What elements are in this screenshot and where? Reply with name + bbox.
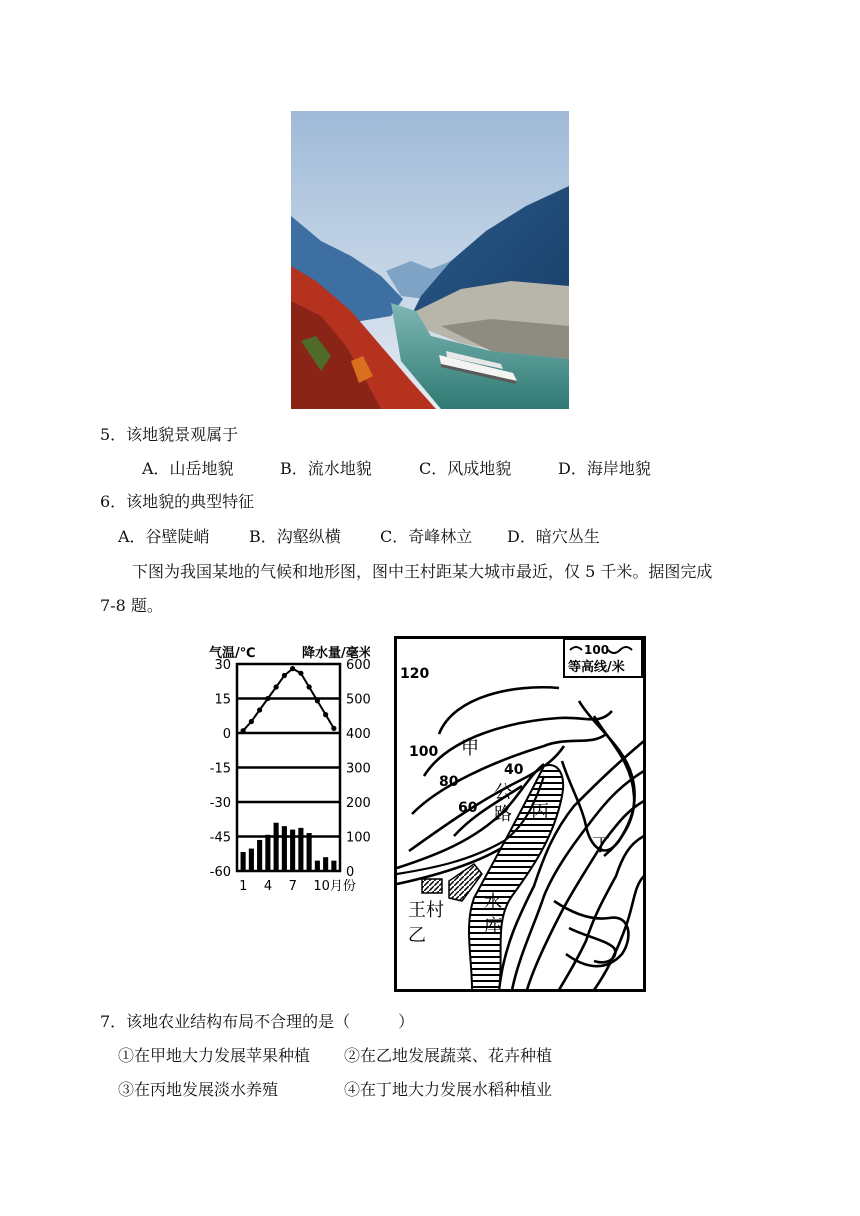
precip-tick-label: 0 <box>346 865 355 880</box>
question-5-option-d: D．海岸地貌 <box>558 459 651 478</box>
precip-tick-label: 600 <box>346 658 370 673</box>
question-7-choice-1: ①在甲地大力发展苹果种植 <box>118 1046 311 1065</box>
temp-tick-label: -45 <box>209 830 231 846</box>
legend-label: 等高线/米 <box>568 660 625 675</box>
temp-point <box>241 728 246 733</box>
question-7-choice-3: ③在丙地发展淡水养殖 <box>118 1080 279 1099</box>
precip-bar <box>307 833 312 871</box>
precip-bar <box>241 852 246 871</box>
intro-line-2: 7-8 题。 <box>100 596 163 615</box>
question-6-option-b: B．沟壑纵横 <box>249 527 341 546</box>
label-yi: 乙 <box>408 925 426 946</box>
precip-bars <box>241 823 337 871</box>
precip-tick-label: 400 <box>346 727 370 742</box>
month-tick-label: 1 <box>239 879 248 894</box>
map-legend <box>564 639 642 677</box>
reservoir-label-2: 库 <box>484 916 502 937</box>
precip-bar <box>282 826 287 871</box>
precip-bar <box>315 861 320 871</box>
temp-point <box>307 684 312 689</box>
question-6-option-c: C．奇峰林立 <box>380 527 473 546</box>
village-patch <box>422 879 442 893</box>
temp-point <box>315 698 320 703</box>
precip-bar <box>323 857 328 871</box>
temp-tick-label: -15 <box>209 761 231 777</box>
contour-label-120: 120 <box>400 666 430 682</box>
label-village: 王村 <box>408 900 444 921</box>
contour-map <box>394 636 646 992</box>
contour-label-40: 40 <box>504 762 524 778</box>
legend-value: 100 <box>584 643 610 657</box>
precip-bar <box>274 823 279 871</box>
temp-axis-label: 气温/℃ <box>209 646 256 661</box>
month-tick-label: 4 <box>263 879 273 894</box>
precip-bar <box>249 849 254 871</box>
question-7-choice-4: ④在丁地大力发展水稻种植业 <box>344 1080 553 1099</box>
question-6-option-d: D．暗穴丛生 <box>507 527 600 546</box>
precip-bar <box>265 835 270 871</box>
gorge-photo <box>291 111 569 409</box>
temp-point <box>265 696 270 701</box>
gorge-photo-image <box>291 111 569 409</box>
temp-point <box>249 719 254 724</box>
temp-point <box>323 712 328 717</box>
intro-line-1: 下图为我国某地的气候和地形图，图中王村距某大城市最近，仅 5 千米。据图完成 <box>132 562 713 581</box>
question-5-stem: 5．该地貌景观属于 <box>100 425 239 444</box>
precip-ticks <box>346 658 370 880</box>
question-5-option-a: A．山岳地貌 <box>142 459 234 478</box>
climate-chart-svg <box>200 636 370 898</box>
question-5-option-b: B．流水地貌 <box>280 459 372 478</box>
temp-tick-label: -30 <box>209 796 231 811</box>
temp-point <box>331 726 336 731</box>
precip-tick-label: 200 <box>346 796 370 811</box>
contour-label-80: 80 <box>439 774 459 790</box>
precip-axis-label: 降水量/毫米 <box>302 646 370 661</box>
label-ding: 丁 <box>592 835 610 856</box>
contour-label-100: 100 <box>409 744 439 760</box>
temp-tick-label: 30 <box>214 658 231 673</box>
question-6-stem: 6．该地貌的典型特征 <box>100 492 255 511</box>
road-label-2: 路 <box>494 804 512 825</box>
precip-tick-label: 100 <box>346 830 370 846</box>
temp-ticks <box>210 658 231 880</box>
precip-bar <box>331 861 336 871</box>
temp-point <box>290 666 295 671</box>
precip-bar <box>257 840 262 871</box>
question-7-stem: 7．该地农业结构布局不合理的是（ ） <box>100 1012 415 1031</box>
climate-chart <box>200 636 370 898</box>
label-bing: 丙 <box>531 802 549 823</box>
question-7-choice-2: ②在乙地发展蔬菜、花卉种植 <box>344 1046 553 1065</box>
month-ticks <box>239 879 356 894</box>
temp-tick-label: 0 <box>222 727 231 742</box>
temp-point <box>257 707 262 712</box>
precip-bar <box>290 830 295 871</box>
road-label-1: 公 <box>494 782 512 803</box>
month-tick-label: 10月份 <box>313 879 356 894</box>
temp-tick-label: 15 <box>214 692 231 708</box>
contour-label-60: 60 <box>458 800 478 816</box>
precip-tick-label: 500 <box>346 692 370 708</box>
precip-tick-label: 300 <box>346 761 370 777</box>
precip-bar <box>298 828 303 871</box>
question-5-option-c: C．风成地貌 <box>419 459 512 478</box>
temp-point <box>282 673 287 678</box>
reservoir-label-1: 水 <box>484 892 502 913</box>
month-tick-label: 7 <box>288 879 297 894</box>
temp-point <box>298 671 303 676</box>
label-jia: 甲 <box>461 738 479 759</box>
contour-map-svg <box>394 636 646 992</box>
temp-tick-label: -60 <box>209 865 231 880</box>
temp-point <box>274 684 279 689</box>
question-6-option-a: A．谷壁陡峭 <box>118 527 210 546</box>
